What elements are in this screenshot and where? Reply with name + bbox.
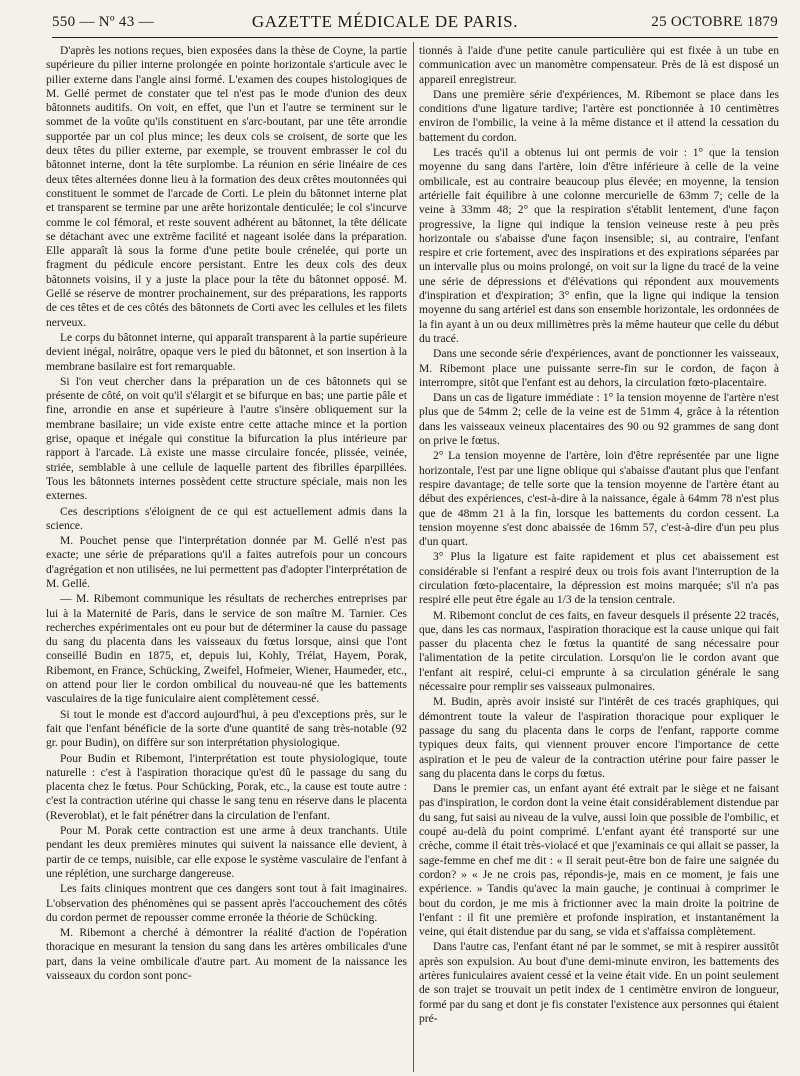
paragraph: M. Pouchet pense que l'interprétation donnée par M. Gellé n'est pas exacte; une série de préparations qu'il a faites autrefois pour un concours d'agrégation et non utilisées, ne lui permettent pas d'adopter l'interprétation de M. Gellé. [46,535,407,590]
paragraph: Les faits cliniques montrent que ces dangers sont tout à fait imaginaires. L'observation des phénomènes qui se passent après l'accouchement des côtés du cordon permet de repousser comme erronée la théorie de Schücking. [46,883,407,924]
paragraph: Dans l'autre cas, l'enfant étant né par le sommet, se mit à respirer aussitôt après son expulsion. Au bout d'une demi-minute environ, les battements des artères funiculaires avaient cessé et la veine était vide. En un point seulement de son trajet se trouvait un petit index de 1 centimètre environ de longueur, formé par du sang et dont je fis constater l'existence aux personnes qui étaient pré- [419,941,779,1025]
left-column [46,44,407,1072]
paragraph: tionnés à l'aide d'une petite canule particulière qui est fixée à un tube en communication avec un manomètre compensateur. Près de là est disposé un appareil enregistreur. [419,45,779,86]
paragraph: Dans une seconde série d'expériences, avant de ponctionner les vaisseaux, M. Ribemont place une puissante serre-fin sur le cordon, de façon à interrompre, sitôt que l'enfant est au dehors, la circulation fœto-placentaire. [419,348,779,389]
paragraph: Dans un cas de ligature immédiate : 1° la tension moyenne de l'artère n'est plus que de 54mm 2; celle de la veine est de 51mm 4, grâce à la rétention dans les vaisseaux veineux placentaires des 90 ou 92 grammes de sang dont on prive le fœtus. [419,392,779,448]
paragraph: M. Budin, après avoir insisté sur l'intérêt de ces tracés graphiques, qui démontrent toute la valeur de l'aspiration thoracique pour expliquer le passage du sang du placenta dans le corps de l'enfant, rapporte comme typiques deux faits, qui viennent prouver encore l'importance de cette aspiration et le peu de valeur de la contraction utérine pour faire passer le sang du placenta dans le corps du fœtus. [419,696,779,780]
paragraph: Dans le premier cas, un enfant ayant été extrait par le siège et ne faisant pas d'inspiration, le cordon dont la veine était considérablement distendue par du sang, fut saisi au niveau de la vulve, aussi loin que possible de l'ombilic, et coupé au-delà du point comprimé. L'enfant ayant été transporté sur une crèche, comme il était très-violacé et que j'examinais ce qui allait se passer, la sage-femme en chef me dit : « Il serait peut-être bon de faire une saignée du cordon? » « Je ne crois pas, répondis-je, mais en ce moment, je fais une expérience. » Tandis qu'avec la main gauche, je continuai à comprimer le bout du cordon, je me mis à frictionner avec la main droite la poitrine de l'enfant : il fit une première et profonde inspiration, et instantanément la veine, qui était distendue par du sang, se vida et s'affaissa complètement. [419,783,779,939]
paragraph: M. Ribemont a cherché à démontrer la réalité d'action de l'opération thoracique en mesurant la tension du sang dans les artères ombilicales d'une part, dans la veine ombilicale d'autre part. Au moment de la naissance les vaisseaux du cordon sont ponc- [46,927,407,982]
issue-date: 25 OCTOBRE 1879 [651,13,778,30]
paragraph: — M. Ribemont communique les résultats de recherches entreprises par lui à la Maternité de Paris, dans le service de son maître M. Tarnier. Ces recherches expérimentales ont eu pour but de déterminer la cause du passage du sang du placenta dans les vaisseaux du fœtus lorsque, ainsi que l'ont conseillé Budin en 1875, et, depuis lui, Kohly, Trélat, Hayem, Porak, Ribemont, en France, Schücking, Zweifel, Hofmeier, Wiener, Haumeder, etc., on attend pour lier le cordon ombilical du nouveau-né que les battements vasculaires de la tige funiculaire aient complètement cessé. [46,593,407,706]
paragraph: Pour Budin et Ribemont, l'interprétation est toute physiologique, toute naturelle : c'est à l'aspiration thoracique qu'est dû le passage du sang du placenta chez le fœtus. Pour Schücking, Porak, etc., la cause est toute autre : c'est la contraction utérine qui chasse le sang tenu en réserve dans le placenta (Reveroblat), et le fait pénétrer dans la circulation de l'enfant. [46,752,407,822]
paragraph: 3° Plus la ligature est faite rapidement et plus cet abaissement est considérable si l'enfant a respiré deux ou trois fois avant l'interruption de la circulation fœto-placentaire, la dépression est moins marquée; s'il n'a pas respiré elle peut être égale au 1/3 de la tension centrale. [419,551,779,607]
paragraph: Si l'on veut chercher dans la préparation un de ces bâtonnets qui se présente de côté, on voit qu'il s'élargit et se bifurque en bas; une partie pâle et fine, arrondie en anse et supérieure à l'autre s'insère obliquement sur la membrane basilaire; un vide existe entre cette attache mince et la portion grise, opaque et inégale qui constitue la bifurcation la plus intérieure par rapport à l'arcade. Là existe une masse circulaire foncée, plissée, veinée, striée, semblable à une cellule de laquelle partent des fibrilles éparpillées. Tous les bâtonnets internes possèdent cette structure spéciale, mais non les externes. [46,375,407,503]
right-column [419,44,779,1072]
paragraph: Le corps du bâtonnet interne, qui apparaît transparent à la partie supérieure devient inégal, noirâtre, opaque vers le pied du bâtonnet, et son insertion à la membrane basilaire est fort remarquable. [46,331,407,373]
journal-title: GAZETTE MÉDICALE DE PARIS. [251,12,519,31]
paragraph: 2° La tension moyenne de l'artère, loin d'être représentée par une ligne horizontale, l'est par une ligne oblique qui s'abaisse d'autant plus que l'enfant respire davantage; de telle sorte que la tension moyenne de l'artère étant au début des expériences, c'est-à-dire à la naissance, égale à 64mm 78 n'est plus que de 48mm 21 à la fin, lorsque les battements du cordon cessent. La tension moyenne s'est donc abaissée de 16mm 57, c'est-à-dire d'un peu plus d'un quart. [419,450,779,549]
paragraph: D'après les notions reçues, bien exposées dans la thèse de Coyne, la partie supérieure du pilier interne prolongée en pointe horizontale s'articule avec le pilier externe dans l'angle ainsi formé. L'examen des coupes histologiques de M. Gellé permet de constater que tel n'est pas le mode d'union des deux bâtonnets auditifs. On voit, en effet, que l'un et l'autre se terminent sur le sommet de la voûte qu'ils constituent en s'arc-boutant, par une tête arrondie supportée par un col plus mince; les deux cols se croisent, de sorte que les deux têtes du pilier externe, par exemple, se trouvent embrasser le col du bâtonnet interne, dont la tête surplombe. La réunion en série linéaire de ces deux têtes alternées donne lieu à la formation des deux crêtes moutonnées qui constituent le sommet de l'arcade de Corti. Le plein du bâtonnet interne plat et transparent se termine par une arête horizontale denticulée; le col s'incurve comme le col fémoral, et reste souvent adhérent au bâtonnet, la tête délicate se détachant avec une extrême facilité et nageant isolée dans la préparation. Elle apparaît là sous la forme d'une petite boule crénelée, qui porte un fragment du pédicule encore persistant. Entre les deux cols des deux bâtonnets voisins, il y a juste la place pour la tête du bâtonnet opposé. M. Gellé se réserve de montrer prochainement, sur des préparations, les rapports de ces têtes et de ces côtés des bâtonnets de Corti avec les cellules et les filets nerveux. [46,45,407,329]
paragraph: Les tracés qu'il a obtenus lui ont permis de voir : 1° que la tension moyenne du sang dans l'artère, loin d'être inférieure à celle de la veine ombilicale, est au contraire beaucoup plus élevée; en moyenne, la tension artérielle fait équilibre à une colonne mercurielle de 63mm 7; celle de la veine à 33mm 48; 2° que la respiration s'établit lentement, d'une façon progressive, la ligne qui indique la tension veineuse reste à peu près horizontale ou s'abaisse d'une façon insensible; si, au contraire, l'enfant respire et crie fortement, avec des inspirations et des expirations séparées par un intervalle plus ou moins prolongé, on voit sur la ligne du tracé de la veine une série de dépressions et d'élévations qui répondent aux mouvements d'inspiration et d'expiration; 3° enfin, que la ligne qui indique la tension moyenne du sang artériel est dans son ensemble horizontale, les ordonnées de la fin ayant à un ou deux millimètres près la même hauteur que celle du début du tracé. [419,147,779,345]
paragraph: Ces descriptions s'éloignent de ce qui est actuellement admis dans la science. [46,505,407,532]
column-divider [413,42,414,1072]
paragraph: Si tout le monde est d'accord aujourd'hui, à peu d'exceptions près, sur le fait que l'enfant bénéficie de la sorte d'une quantité de sang très-notable (92 gr. pour Budin), on diffère sur son interprétation physiologique. [46,708,407,750]
paragraph: M. Ribemont conclut de ces faits, en faveur desquels il présente 22 tracés, que, dans les cas normaux, l'aspiration thoracique est la cause unique qui fait passer du placenta chez le fœtus la quantité de sang nécessaire pour l'alimentation de la petite circulation. Lorsqu'on lie le cordon avant que l'enfant ait respiré, celui-ci emprunte à sa circulation générale le sang nécessaire pour remplir ses vaisseaux pulmonaires. [419,609,779,694]
page-header [52,8,778,36]
paragraph: Pour M. Porak cette contraction est une arme à deux tranchants. Utile pendant les deux premières minutes qui suivent la naissance elle devient, à partir de ce temps, nuisible, car elle expose le système vasculaire de l'enfant à une réplétion, une surcharge dangereuse. [46,825,407,880]
page-number-issue: 550 — Nº 43 — [52,13,154,30]
paragraph: Dans une première série d'expériences, M. Ribemont se place dans les conditions d'une ligature tardive; l'artère est ponctionnée à 10 centimètres environ de l'ombilic, la veine à la même distance et il attend la cessation du battement du cordon. [419,88,779,144]
header-rule [52,37,778,38]
